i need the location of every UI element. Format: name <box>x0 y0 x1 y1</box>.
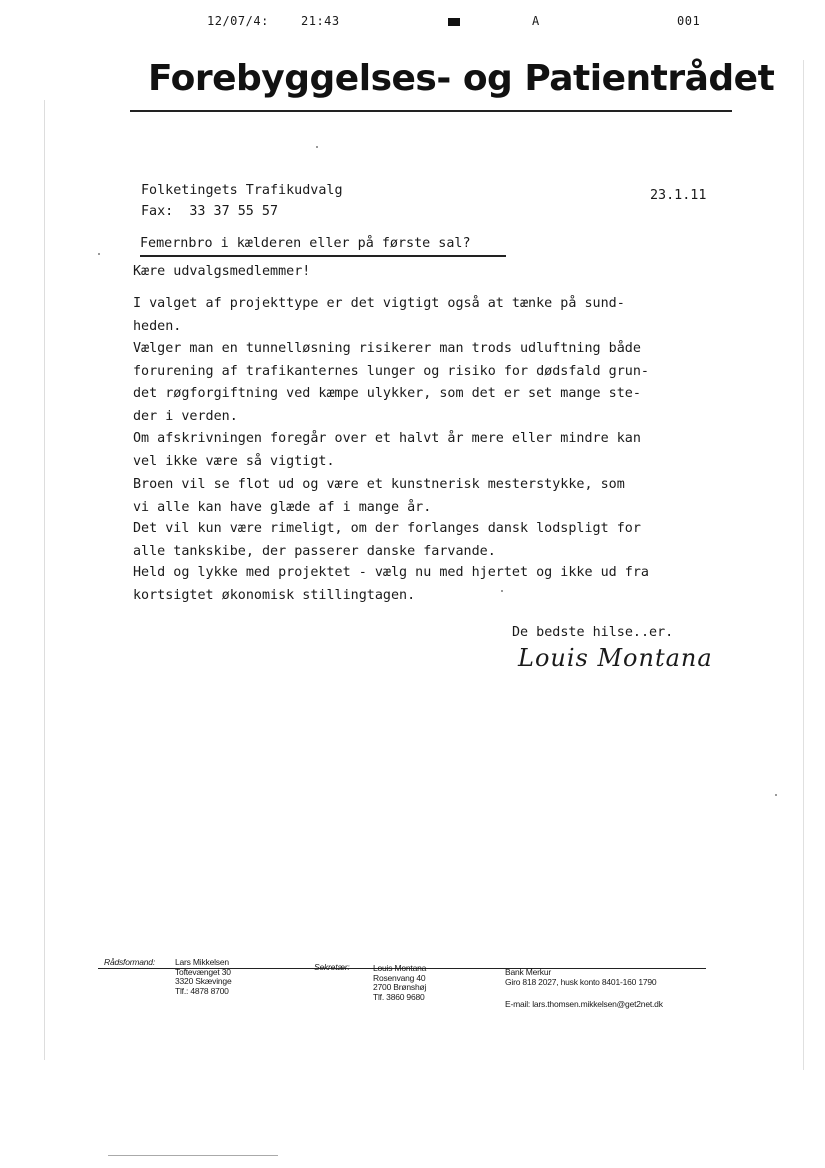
scan-speck <box>501 590 503 592</box>
fax-status-icon <box>448 18 460 26</box>
letter-date: 23.1.11 <box>650 188 707 203</box>
fax-date: 12/07/4: <box>207 14 269 28</box>
fax-number: 33 37 55 57 <box>189 204 279 219</box>
fax-line <box>141 204 278 219</box>
secretary-label: Sekretær: <box>314 962 350 972</box>
paragraph-2: Vælger man en tunnelløsning risikerer man trods udluftning både forurening af trafikanternes lunger og risiko for dødsfald grun- det røgforgiftning ved kæmpe ulykker, som det er set mange ste- der i verden. <box>133 341 649 424</box>
recipient: Folketingets Trafikudvalg <box>141 183 343 198</box>
paragraph-3: Om afskrivningen foregår over et halvt år mere eller mindre kan vel ikke være så vigtigt. <box>133 431 641 469</box>
footer-email: E-mail: lars.thomsen.mikkelsen@get2net.dk <box>505 999 663 1009</box>
chair-contact: Lars Mikkelsen Toftevænget 30 3320 Skævinge Tlf.: 4878 8700 <box>175 957 232 996</box>
paragraph-4: Broen vil se flot ud og være et kunstnerisk mesterstykke, som vi alle kan have glæde af i mange år. <box>133 477 625 515</box>
secretary-contact: Louis Montana Rosenvang 40 2700 Brønshøj Tlf. 3860 9680 <box>373 963 427 1002</box>
chair-label: Rådsformand: <box>104 957 155 967</box>
paragraph-1: I valget af projekttype er det vigtigt også at tænke på sund- heden. <box>133 296 625 334</box>
signature: Louis Montana <box>518 644 713 672</box>
fax-time: 21:43 <box>301 14 340 28</box>
salutation: Kære udvalgsmedlemmer! <box>133 264 311 279</box>
fax-mark: A <box>532 14 540 28</box>
fax-page-number: 001 <box>677 14 701 28</box>
bottom-scan-line <box>108 1155 278 1156</box>
bank-details: Bank Merkur Giro 818 2027, husk konto 8401-160 1790 <box>505 967 657 987</box>
paragraph-5: Det vil kun være rimeligt, om der forlanges dansk lodspligt for alle tankskibe, der passerer danske farvande. <box>133 521 641 559</box>
subject: Femernbro i kælderen eller på første sal? <box>140 236 471 251</box>
scan-speck <box>316 146 318 148</box>
subject-underline <box>140 255 506 257</box>
closing: De bedste hilse..er. <box>512 625 674 640</box>
left-margin-line <box>44 100 45 1060</box>
scan-speck <box>98 253 100 255</box>
letterhead-title: Forebyggelses- og Patientrådet <box>148 58 775 99</box>
right-margin-line <box>803 60 804 1070</box>
fax-label: Fax: <box>141 204 174 219</box>
letterhead-rule <box>130 110 732 112</box>
paragraph-6: Held og lykke med projektet - vælg nu med hjertet og ikke ud fra kortsigtet økonomisk stillingtagen. <box>133 565 649 603</box>
scan-speck <box>775 794 777 796</box>
